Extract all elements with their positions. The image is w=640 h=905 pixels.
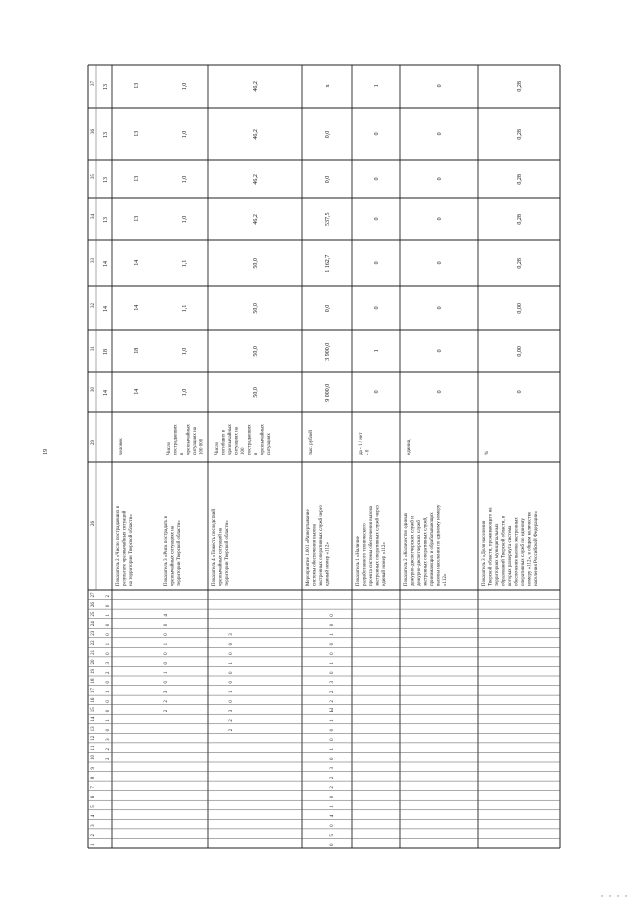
code-digit: 0 bbox=[106, 652, 111, 655]
code-column-number: 19 bbox=[91, 669, 96, 674]
row-value: 1,0 bbox=[182, 215, 188, 224]
code-column-number: 12 bbox=[91, 735, 96, 741]
row-value: 1,1 bbox=[182, 259, 188, 268]
row-value: 1 bbox=[374, 84, 380, 88]
column-number: 33 bbox=[91, 258, 96, 263]
row-value: 1,0 bbox=[182, 347, 188, 356]
scan-dot bbox=[601, 895, 602, 896]
row-value: x bbox=[325, 84, 331, 88]
row-value: 0 bbox=[374, 177, 380, 181]
row-value: 0,28 bbox=[517, 129, 523, 140]
row-name: территориях муниципальных bbox=[495, 523, 500, 586]
column-number: 32 bbox=[91, 303, 96, 308]
column-number: 37 bbox=[91, 81, 96, 86]
page-number: 19 bbox=[43, 449, 49, 455]
row-name: экстренных оперативных служб через bbox=[319, 505, 324, 586]
row-unit: Число bbox=[167, 441, 172, 455]
row-value: 0,00 bbox=[517, 303, 523, 314]
row-value: 1,1 bbox=[182, 304, 188, 313]
row-name: чрезвычайных ситуациях на bbox=[170, 525, 176, 586]
row-value: 18 bbox=[134, 347, 140, 354]
code-digit: 2 bbox=[164, 700, 169, 703]
row-value: 0,0 bbox=[325, 304, 331, 313]
row-value: 46,2 bbox=[253, 174, 259, 185]
row-name: оперативных служб по единому bbox=[521, 518, 526, 586]
code-digit: 2 bbox=[164, 709, 169, 713]
code-digit: 0 bbox=[106, 709, 111, 713]
row-unit: чрезвычайных bbox=[228, 424, 233, 455]
row-value: 0,28 bbox=[517, 258, 523, 269]
year-value: 18 bbox=[103, 349, 109, 355]
code-digit: 1 bbox=[330, 661, 335, 665]
code-digit: 1 bbox=[330, 633, 335, 636]
column-number: 35 bbox=[91, 174, 96, 179]
row-name: экстренных оперативных служб через bbox=[375, 505, 381, 586]
row-value: 46,2 bbox=[253, 81, 259, 92]
row-name: Показатель 2 «Количество единых bbox=[404, 512, 409, 586]
row-name: Показатель 3 «Риск пострадать в bbox=[164, 516, 169, 586]
code-column-number: 13 bbox=[91, 726, 96, 732]
column-number: 36 bbox=[91, 129, 96, 134]
row-unit: пострадавших bbox=[247, 424, 253, 455]
row-name: которых развернута система bbox=[508, 525, 513, 586]
row-value: 0,0 bbox=[325, 130, 331, 139]
code-digit: 3 bbox=[229, 633, 234, 636]
year-value: 13 bbox=[103, 132, 109, 138]
code-column-number: 4 bbox=[91, 814, 96, 818]
row-name: принимающих и обрабатывающих bbox=[430, 512, 435, 586]
code-digit: 0 bbox=[330, 843, 335, 846]
code-digit: 2 bbox=[106, 595, 111, 598]
code-digit: 0 bbox=[106, 700, 111, 703]
row-value: 1,0 bbox=[182, 130, 188, 139]
row-value: 1,0 bbox=[182, 82, 188, 91]
row-unit: человек bbox=[119, 438, 124, 455]
row-value: 3 900,0 bbox=[325, 342, 331, 361]
row-value: 13 bbox=[134, 82, 140, 89]
scan-dot bbox=[625, 895, 626, 896]
code-digit: 0 bbox=[164, 681, 169, 684]
row-name: номеру «112», в общем количестве bbox=[527, 511, 533, 586]
row-value: 0 bbox=[437, 390, 443, 394]
code-column-number: 6 bbox=[91, 795, 96, 799]
code-digit: 0 bbox=[164, 652, 169, 655]
row-name: обеспечения вызова экстренных bbox=[514, 517, 520, 586]
row-value: 14 bbox=[134, 388, 140, 395]
row-value: 0 bbox=[437, 261, 443, 265]
row-name: Тверской области, проживающего на bbox=[488, 507, 494, 586]
row-name: разработанного технического bbox=[362, 523, 368, 586]
row-value: 1 bbox=[374, 349, 380, 353]
code-digit: 3 bbox=[164, 690, 169, 694]
code-digit: 0 bbox=[106, 604, 111, 608]
row-value: 1 162,7 bbox=[325, 254, 331, 273]
row-name: Показатель 4 «Тяжесть последствий bbox=[212, 508, 217, 586]
row-value: 0 bbox=[437, 349, 443, 353]
row-value: 0 bbox=[437, 306, 443, 310]
row-value: 46,2 bbox=[253, 129, 259, 140]
row-value: 46,2 bbox=[253, 214, 259, 225]
code-digit: 2 bbox=[330, 690, 335, 694]
code-digit: 0 bbox=[330, 795, 335, 799]
year-value: 13 bbox=[103, 84, 109, 90]
row-name: Показатель 3 «Доля населения bbox=[482, 520, 487, 586]
row-unit: пострадавших bbox=[173, 424, 179, 455]
code-digit: 0 bbox=[229, 642, 234, 646]
row-value: 0 bbox=[437, 84, 443, 88]
code-digit: 0 bbox=[330, 614, 335, 617]
scan-dot bbox=[617, 895, 618, 896]
code-digit: 3 bbox=[330, 767, 335, 770]
row-name: экстренных оперативных служб, bbox=[423, 516, 429, 586]
column-number: 30 bbox=[91, 387, 96, 392]
year-value: 14 bbox=[103, 261, 109, 267]
row-unit: погибших в bbox=[221, 429, 227, 455]
year-value: 13 bbox=[103, 177, 109, 183]
row-name: чрезвычайных ситуаций на bbox=[218, 527, 224, 586]
code-digit: 0 bbox=[330, 652, 335, 655]
row-value: 0 bbox=[374, 390, 380, 394]
row-value: 14 bbox=[134, 259, 140, 266]
code-digit: 1 bbox=[106, 719, 111, 722]
code-digit: 1 bbox=[229, 690, 234, 694]
row-unit: тыс. рублей bbox=[309, 430, 314, 455]
code-column-number: 18 bbox=[91, 678, 96, 684]
row-value: 0 bbox=[374, 217, 380, 221]
row-name: проекта системы обеспечения вызова bbox=[369, 506, 374, 586]
row-name: территории Тверской области» bbox=[177, 520, 182, 586]
code-column-number: 20 bbox=[91, 659, 96, 665]
row-value: 0 bbox=[437, 217, 443, 221]
row-name: системы обеспечения вызова bbox=[312, 524, 318, 586]
row-name: Показатель 1 «Наличие bbox=[356, 536, 361, 586]
code-column-number: 7 bbox=[91, 786, 96, 789]
row-value: 0 bbox=[437, 177, 443, 181]
row-unit: чрезвычайных bbox=[186, 424, 192, 455]
row-value: 13 bbox=[134, 130, 140, 137]
column-number: 31 bbox=[91, 346, 96, 351]
code-digit: 1 bbox=[330, 805, 335, 808]
row-unit: единиц bbox=[407, 439, 412, 455]
row-value: 0 bbox=[374, 261, 380, 265]
code-column-number: 11 bbox=[91, 745, 96, 751]
code-digit: 2 bbox=[330, 776, 335, 780]
code-column-number: 15 bbox=[91, 707, 96, 713]
code-digit: 1 bbox=[164, 642, 169, 646]
row-value: 9 000,0 bbox=[325, 383, 331, 402]
code-digit: 0 bbox=[229, 681, 234, 684]
row-unit: в bbox=[254, 452, 259, 455]
row-name: населения Российской Федерации» bbox=[534, 510, 539, 586]
row-name: Показатель 2 «Число пострадавших в bbox=[116, 505, 121, 586]
row-name: на территории Тверской области» bbox=[129, 514, 134, 586]
code-digit: 0 bbox=[229, 700, 234, 703]
row-name: результате чрезвычайных ситуаций bbox=[122, 510, 128, 586]
code-digit: 2 bbox=[106, 747, 111, 751]
row-unit: % bbox=[485, 450, 490, 455]
row-value: 50,0 bbox=[253, 387, 259, 398]
code-digit: 2 bbox=[106, 671, 111, 674]
code-column-number: 21 bbox=[91, 649, 96, 655]
code-digit: 2 bbox=[229, 719, 234, 722]
row-name: «112» bbox=[443, 573, 448, 586]
code-column-number: 3 bbox=[91, 824, 96, 827]
code-digit: 5 bbox=[330, 833, 335, 837]
code-column-number: 27 bbox=[91, 592, 96, 598]
row-value: 0,00 bbox=[517, 346, 523, 357]
year-value: 14 bbox=[103, 390, 109, 396]
code-column-number: 17 bbox=[91, 688, 96, 694]
code-digit: 0 bbox=[106, 728, 111, 732]
code-digit: 1 bbox=[330, 719, 335, 722]
code-column-number: 10 bbox=[91, 755, 96, 760]
row-value: 0,28 bbox=[517, 174, 523, 185]
code-digit: 3 bbox=[106, 738, 111, 741]
code-digit: 0 bbox=[106, 681, 111, 684]
row-name: территории Тверской области» bbox=[225, 520, 230, 586]
row-value: 0 bbox=[374, 306, 380, 310]
code-column-number: 8 bbox=[91, 776, 96, 780]
code-column-number: 23 bbox=[91, 630, 96, 636]
row-name: Мероприятие 1.001 «Развертывание bbox=[306, 509, 311, 586]
row-value: 0 bbox=[437, 132, 443, 136]
code-digit: 0 bbox=[164, 623, 169, 627]
code-column-number: 2 bbox=[91, 833, 96, 837]
row-value: 1,0 bbox=[182, 388, 188, 397]
code-digit: 0 bbox=[164, 661, 169, 665]
row-value: 14 bbox=[134, 304, 140, 311]
code-digit: 0 bbox=[330, 757, 335, 760]
row-value: 13 bbox=[134, 175, 140, 182]
row-value: 537,5 bbox=[325, 212, 331, 226]
code-digit: 4 bbox=[330, 814, 335, 818]
code-column-number: 5 bbox=[91, 805, 96, 808]
row-value: 1,0 bbox=[182, 175, 188, 184]
row-name: дежурно-диспетчерских служб и bbox=[410, 516, 416, 586]
row-unit: ситуациях на bbox=[193, 427, 198, 455]
code-column-number: 9 bbox=[91, 767, 96, 770]
row-value: 50,0 bbox=[253, 303, 259, 314]
column-number: 26 bbox=[91, 521, 96, 526]
row-value: 0 bbox=[374, 132, 380, 136]
code-digit: 0 bbox=[229, 671, 234, 674]
code-digit: 0 bbox=[229, 652, 234, 655]
row-value: 0,0 bbox=[325, 175, 331, 184]
row-value: 50,0 bbox=[253, 346, 259, 357]
code-column-number: 1 bbox=[91, 843, 96, 846]
code-digit: 0 bbox=[106, 633, 111, 636]
year-value: 14 bbox=[103, 306, 109, 312]
row-name: вызовы населения по единому номеру bbox=[436, 504, 442, 586]
code-digit: 3 bbox=[229, 709, 234, 713]
code-digit: 0 bbox=[106, 623, 111, 627]
row-value: 0 bbox=[517, 390, 523, 394]
code-digit: 0 bbox=[330, 642, 335, 646]
code-digit: 0 bbox=[330, 824, 335, 827]
code-digit: 1 bbox=[106, 642, 111, 646]
code-digit: 0 bbox=[330, 671, 335, 674]
code-digit: 4 bbox=[164, 614, 169, 617]
code-digit: 2 bbox=[229, 728, 234, 732]
row-unit: ситуациях на bbox=[234, 427, 240, 455]
code-digit: 2 bbox=[330, 786, 335, 789]
code-digit: 0 bbox=[164, 633, 169, 636]
code-digit: 1 bbox=[106, 614, 111, 617]
row-unit: ситуациях bbox=[267, 433, 272, 455]
row-unit: в bbox=[180, 452, 185, 455]
code-digit: 0 bbox=[330, 728, 335, 732]
column-number: 29 bbox=[91, 440, 96, 445]
code-digit: 1 bbox=[229, 661, 234, 665]
code-digit: 0 bbox=[330, 623, 335, 627]
code-column-number: 14 bbox=[91, 716, 96, 722]
row-name: дежурно-диспетчерских служб bbox=[417, 520, 422, 586]
code-digit: 3 bbox=[106, 661, 111, 665]
row-unit: - 0 bbox=[365, 449, 371, 455]
column-number: 34 bbox=[91, 214, 96, 219]
row-value: 0,28 bbox=[517, 81, 523, 92]
code-digit: 2 bbox=[330, 700, 335, 703]
code-digit: 3 bbox=[330, 681, 335, 684]
row-unit: да - 1 / нет bbox=[359, 432, 364, 455]
row-unit: 100 bbox=[241, 447, 246, 455]
code-column-number: 24 bbox=[91, 621, 96, 627]
row-value: 13 bbox=[134, 215, 140, 222]
row-unit: Число bbox=[215, 441, 220, 455]
scan-dot bbox=[609, 895, 610, 896]
row-name: единый номер «112» bbox=[382, 542, 387, 586]
code-column-number: 16 bbox=[91, 697, 96, 703]
year-value: 13 bbox=[103, 217, 109, 223]
row-unit: чрезвычайных bbox=[260, 424, 266, 455]
code-column-number: 22 bbox=[91, 640, 96, 646]
code-digit: 0 bbox=[330, 738, 335, 741]
row-value: 50,0 bbox=[253, 258, 259, 269]
code-digit: 1 bbox=[164, 671, 169, 674]
code-digit: 2 bbox=[106, 757, 111, 760]
code-digit: 1 bbox=[330, 747, 335, 751]
code-column-number: 26 bbox=[91, 602, 96, 608]
row-value: 0,28 bbox=[517, 214, 523, 225]
row-unit: 100 000 bbox=[199, 438, 205, 455]
code-digit: Ы bbox=[330, 707, 335, 713]
code-column-number: 25 bbox=[91, 611, 96, 617]
row-name: единый номер «112» bbox=[325, 542, 331, 586]
code-digit: 1 bbox=[106, 690, 111, 694]
row-name: образований Тверской области, в bbox=[501, 515, 507, 586]
